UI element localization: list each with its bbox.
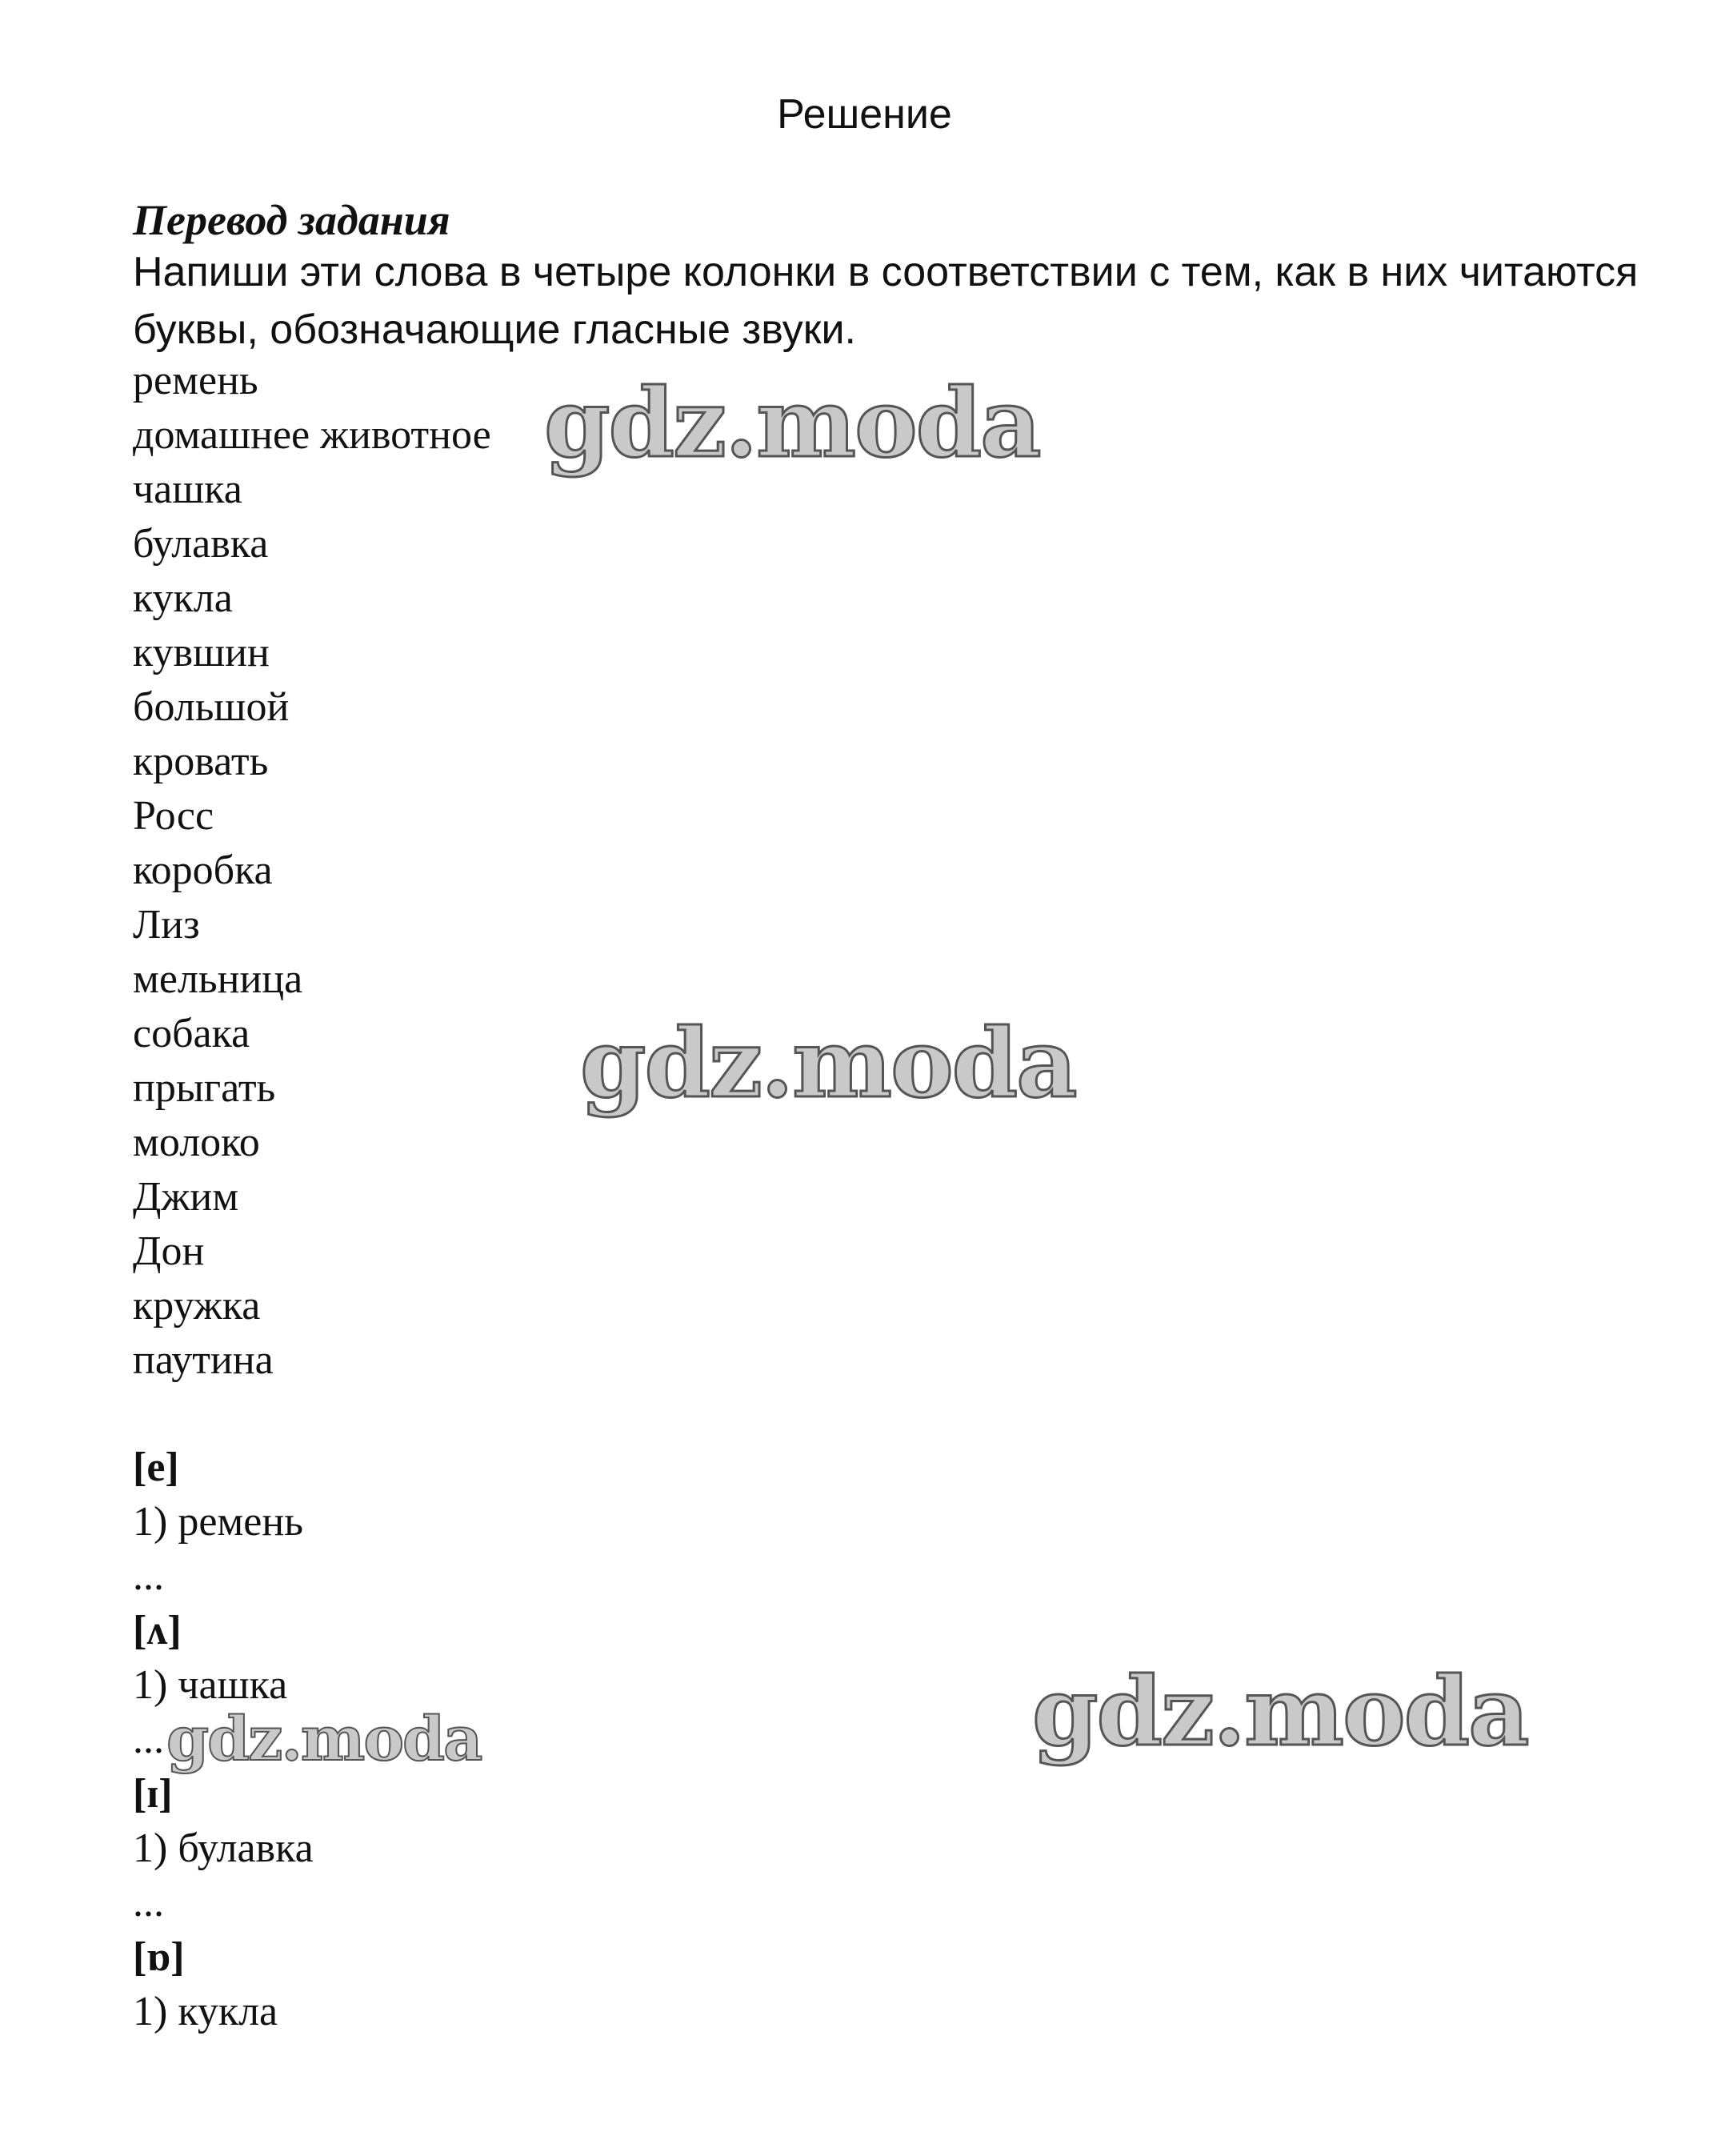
word-list: [133, 354, 491, 1388]
word-item: Джим: [133, 1174, 239, 1220]
task-text: Напиши эти слова в четыре колонки в соответствии с тем, как в них читаются буквы, обозначающие гласные звуки.: [133, 249, 1639, 353]
word-item: кровать: [133, 739, 269, 784]
page-heading: Решение: [777, 91, 952, 138]
answer-item: 1) кукла: [133, 1989, 278, 2034]
answer-item: 1) булавка: [133, 1825, 314, 1871]
watermark-logo: gdz.moda: [166, 1703, 482, 1774]
sound-heading-open-o: [ɒ]: [133, 1934, 185, 1980]
sound-heading-wedge: [ʌ]: [133, 1608, 182, 1653]
word-item: домашнее животное: [133, 412, 491, 458]
word-item: большой: [133, 684, 290, 730]
word-item: мельница: [133, 956, 303, 1002]
watermark-logo: gdz.moda: [1032, 1656, 1528, 1767]
watermark-logo: gdz.moda: [580, 1008, 1076, 1119]
word-item: кружка: [133, 1283, 261, 1328]
word-item: булавка: [133, 521, 269, 567]
answer-ellipsis: ...: [133, 1880, 164, 1926]
word-item: паутина: [133, 1337, 274, 1383]
watermark-logo: gdz.moda: [544, 367, 1040, 479]
task-title: Перевод задания: [133, 196, 450, 244]
sound-heading-e: [e]: [133, 1445, 179, 1490]
word-item: Росс: [133, 793, 214, 839]
word-item: коробка: [133, 848, 273, 893]
word-item: кукла: [133, 575, 233, 621]
answer-item: 1) ремень: [133, 1499, 303, 1545]
word-item: чашка: [133, 467, 242, 512]
word-item: ремень: [133, 358, 258, 403]
word-item: прыгать: [133, 1065, 276, 1111]
word-item: молоко: [133, 1120, 260, 1165]
word-item: собака: [133, 1011, 250, 1056]
word-item: Лиз: [133, 902, 200, 948]
word-item: кувшин: [133, 630, 270, 675]
answer-ellipsis: ...: [133, 1553, 164, 1599]
sound-heading-short-i: [ɪ]: [133, 1771, 173, 1817]
answer-ellipsis: ...: [133, 1717, 164, 1762]
word-item: Дон: [133, 1228, 205, 1274]
answer-item: 1) чашка: [133, 1662, 288, 1708]
